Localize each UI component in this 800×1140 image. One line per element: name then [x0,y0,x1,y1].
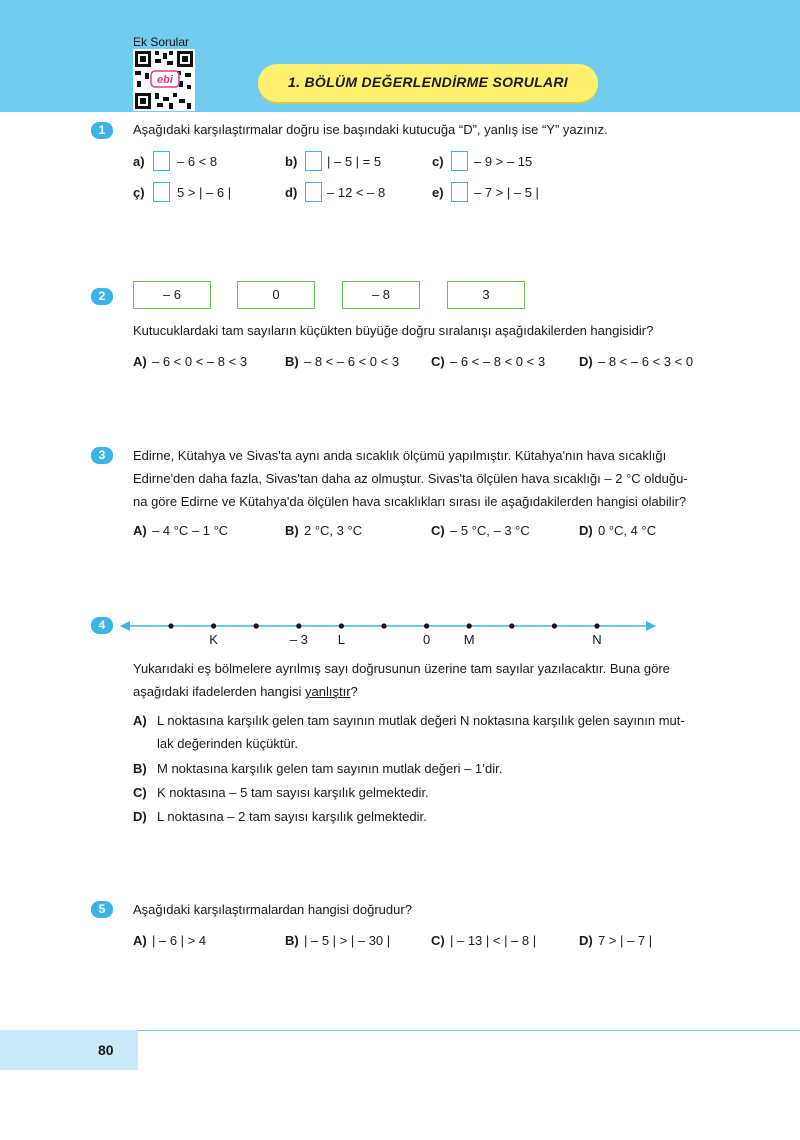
q1-answer-box-b[interactable] [305,151,322,171]
q5-option-label[interactable]: A) [133,933,147,948]
question-1-number: 1 [91,122,113,139]
number-line-tick [339,623,344,628]
question-4-prompt-line-2: aşağıdaki ifadelerden hangisi yanlıştır? [133,684,358,699]
q4-option-label[interactable]: A) [133,713,147,728]
q4-option-text[interactable]: L noktasına – 2 tam sayısı karşılık gelmektedir. [157,809,427,824]
q2-option-label[interactable]: B) [285,354,299,369]
underlined-word: yanlıştır [305,684,351,699]
question-1-prompt: Aşağıdaki karşılaştırmalar doğru ise başındaki kutucuğa “D”, yanlış ise “Y” yazınız. [133,122,608,137]
number-line-label: M [463,632,475,647]
q1-item-expr: 5 > | – 6 | [177,185,232,200]
q4-option-text[interactable]: K noktasına – 5 tam sayısı karşılık gelmektedir. [157,785,429,800]
q1-item-label: e) [432,185,444,200]
number-line-tick [509,623,514,628]
q4-option-text[interactable]: M noktasına karşılık gelen tam sayının mutlak değeri – 1’dir. [157,761,503,776]
q2-number-box: – 8 [342,281,420,309]
q1-answer-box-e[interactable] [451,182,468,202]
q1-item-expr: – 7 > | – 5 | [474,185,539,200]
ek-sorular-label: Ek Sorular [133,35,190,49]
number-line-label: L [337,632,345,647]
question-3-line-2: Edirne'den daha fazla, Sivas'tan daha az olmuştur. Sivas'ta ölçülen hava sıcaklığı – 2 °C olduğu- [133,471,688,486]
number-line-tick [381,623,386,628]
q2-option-text[interactable]: – 8 < – 6 < 0 < 3 [304,354,400,369]
qr-code[interactable] [133,49,195,111]
qr-code-icon [133,49,195,111]
question-4-number: 4 [91,617,113,634]
q3-option-text[interactable]: – 4 °C – 1 °C [152,523,229,538]
q4-option-label[interactable]: B) [133,761,147,776]
q3-option-text[interactable]: – 5 °C, – 3 °C [450,523,530,538]
q5-option-label[interactable]: D) [579,933,593,948]
number-line-tick [424,623,429,628]
number-line-tick [467,623,472,628]
q1-item-expr: – 9 > – 15 [474,154,533,169]
question-5-number: 5 [91,901,113,918]
q2-option-label[interactable]: A) [133,354,147,369]
arrow-left-icon [120,621,130,631]
q2-option-label[interactable]: D) [579,354,593,369]
number-line-tick [168,623,173,628]
q1-item-label: d) [285,185,298,200]
question-3-number: 3 [91,447,113,464]
q4-option-label[interactable]: D) [133,809,147,824]
q2-option-text[interactable]: – 8 < – 6 < 3 < 0 [598,354,694,369]
q2-option-text[interactable]: – 6 < 0 < – 8 < 3 [152,354,248,369]
number-line-tick [594,623,599,628]
q2-number-box: 3 [447,281,525,309]
q1-item-label: b) [285,154,298,169]
q4-option-label[interactable]: C) [133,785,147,800]
number-line-label: K [209,632,218,647]
question-4-prompt-line-1: Yukarıdaki eş bölmelere ayrılmış sayı doğrusunun üzerine tam sayılar yazılacaktır. Buna göre [133,661,670,676]
q1-item-label: c) [432,154,444,169]
q1-answer-box-c[interactable] [451,151,468,171]
q1-answer-box-cc[interactable] [153,182,170,202]
number-line-label: – 3 [289,632,308,647]
q3-option-label[interactable]: A) [133,523,147,538]
question-2-number: 2 [91,288,113,305]
q2-number-box: 0 [237,281,315,309]
q5-option-text[interactable]: | – 5 | > | – 30 | [304,933,391,948]
question-3-line-3: na göre Edirne ve Kütahya'da ölçülen hava sıcaklıkları sırası ile aşağıdakilerden hangisi olabilir? [133,494,687,509]
footer-divider [138,1030,800,1031]
q3-option-label[interactable]: C) [431,523,445,538]
question-3-line-1: Edirne, Kütahya ve Sivas'ta aynı anda sıcaklık ölçümü yapılmıştır. Kütahya'nın hava sıcaklığı [133,448,667,463]
q4-option-text[interactable]: L noktasına karşılık gelen tam sayının mutlak değeri N noktasına karşılık gelen sayının mut- [157,713,685,728]
question-2-prompt: Kutucuklardaki tam sayıların küçükten büyüğe doğru sıralanışı aşağıdakilerden hangisidir? [133,323,654,338]
number-line-label: 0 [422,632,431,647]
q1-answer-box-a[interactable] [153,151,170,171]
q3-option-label[interactable]: D) [579,523,593,538]
q3-option-label[interactable]: B) [285,523,299,538]
q1-item-expr: – 12 < – 8 [327,185,386,200]
q1-item-label: ç) [133,185,145,200]
q5-option-text[interactable]: | – 6 | > 4 [152,933,207,948]
number-line-tick [296,623,301,628]
q5-option-text[interactable]: | – 13 | < | – 8 | [450,933,537,948]
q5-option-label[interactable]: C) [431,933,445,948]
q5-option-text[interactable]: 7 > | – 7 | [598,933,653,948]
q2-option-text[interactable]: – 6 < – 8 < 0 < 3 [450,354,546,369]
q3-option-text[interactable]: 2 °C, 3 °C [304,523,363,538]
q2-option-label[interactable]: C) [431,354,445,369]
q1-item-expr: – 6 < 8 [177,154,218,169]
number-line-tick [552,623,557,628]
page-number-box [0,1030,138,1070]
q2-number-box: – 6 [133,281,211,309]
qr-badge-text: ebi [157,74,173,86]
section-title: 1. BÖLÜM DEĞERLENDİRME SORULARI [288,74,568,90]
q1-item-expr: | – 5 | = 5 [327,154,382,169]
number-line-tick [211,623,216,628]
number-line-label: N [592,632,602,647]
q3-option-text[interactable]: 0 °C, 4 °C [598,523,657,538]
number-line-tick [254,623,259,628]
q1-item-label: a) [133,154,145,169]
q5-option-label[interactable]: B) [285,933,299,948]
section-title-banner [258,64,598,102]
q1-answer-box-d[interactable] [305,182,322,202]
q4-option-text-cont[interactable]: lak değerinden küçüktür. [157,736,298,751]
page-number: 80 [98,1042,114,1058]
question-5-prompt: Aşağıdaki karşılaştırmalardan hangisi doğrudur? [133,902,412,917]
arrow-right-icon [646,621,656,631]
